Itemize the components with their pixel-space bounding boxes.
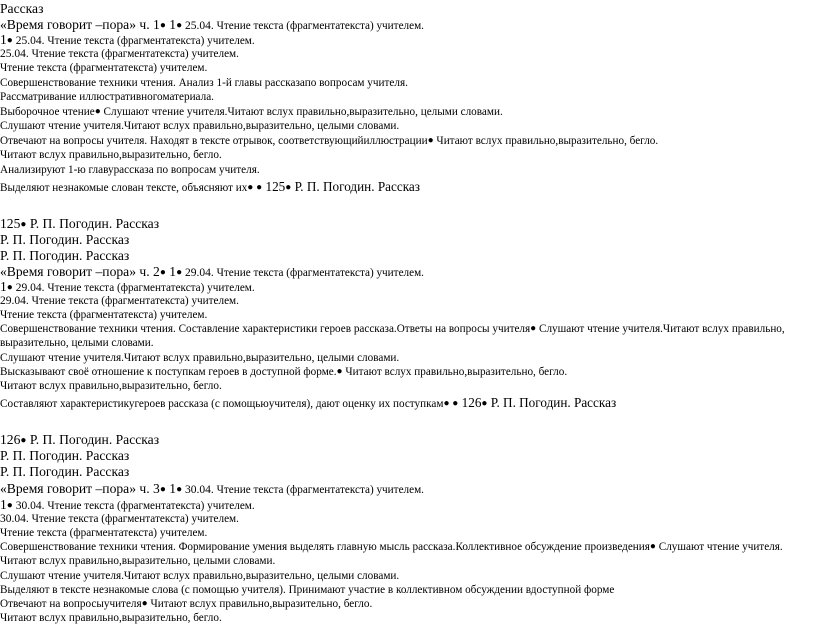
text-fragment: Слушают чтение учителя. [655,541,783,553]
bullet-icon: ● [20,219,27,230]
text-line: Слушают чтение учителя.Читают вслух правильно,выразительно, целыми словами. [0,570,400,582]
text-fragment: 1 [165,481,177,496]
text-line: Слушают чтение учителя.Читают вслух правильно,выразительно, целыми словами. [0,120,400,132]
text-fragment: 29.04. [182,267,217,279]
bullet-icon: ● [141,598,148,609]
text-line [0,265,424,280]
text-fragment: Отвечают на вопросыучителя [0,598,142,610]
text-line: выразительно, целыми словами. [0,337,154,349]
text-fragment: Выделяют незнакомые слован тексте, объясняют их [0,182,248,194]
bullet-icon: ● [94,106,101,117]
text-fragment: Чтение текста (фрагментатекста) учителем. [31,513,239,525]
text-line: Читают вслух правильно,выразительно, целыми словами. [0,555,276,567]
text-fragment: Читают вслух правильно,выразительно, бегло. [342,366,568,378]
text-fragment: Чтение текста (фрагментатекста) учителем. [47,282,255,294]
text-fragment: 30.04. [12,500,48,512]
text-fragment: 30.04. [182,484,217,496]
text-fragment: «Время говорит –пора» ч. 3 [0,481,160,496]
text-line [0,599,372,610]
text-fragment: Р. П. Погодин. Рассказ [291,179,420,194]
text-fragment: Совершенствование техники чтения. Формирование умения выделять главную мысль рассказа.Коллективное обсуждение произведения [0,541,650,553]
bullet-icon: ● [649,541,656,552]
text-fragment: 1 [0,32,7,47]
text-line: Читают вслух правильно,выразительно, бегло. [0,612,222,624]
text-line [0,107,503,118]
text-fragment: Чтение текста (фрагментатекста) учителем. [47,35,255,47]
text-line [0,498,255,513]
bullet-icon: ● [481,398,488,409]
text-line: Чтение текста (фрагментатекста) учителем. [0,309,208,321]
bullet-icon: ● [336,366,343,377]
text-fragment: 25.04. [0,48,32,60]
text-line: Р. П. Погодин. Рассказ [0,448,130,463]
text-line [0,217,159,231]
text-fragment: Р. П. Погодин. Рассказ [26,432,160,447]
bullet-icon: ● [6,35,13,46]
text-line: Выделяют в тексте незнакомые слова (с помощью учителя). Принимают участие в коллективном обсуждении вдоступной форме [0,584,615,596]
text-fragment: 125 [262,179,286,194]
text-line [0,482,424,497]
bullet-icon: ● [6,282,13,293]
text-line [0,514,239,526]
text-line: Слушают чтение учителя.Читают вслух правильно,выразительно, целыми словами. [0,352,400,364]
text-fragment: Чтение текста (фрагментатекста) учителем. [31,295,239,307]
text-line: Читают вслух правильно,выразительно, бегло. [0,149,222,161]
text-fragment: 126 [0,432,21,447]
text-line [0,49,239,61]
text-line [0,324,785,335]
bullet-icon: ● [256,182,263,193]
bullet-icon: ● [443,398,450,409]
text-fragment: Читают вслух правильно,выразительно, бегло. [433,135,659,147]
text-fragment: Читают вслух правильно,выразительно, бегло. [147,598,373,610]
bullet-icon: ● [159,20,166,31]
text-fragment: Слушают чтение учителя.Читают вслух правильно,выразительно, целыми словами. [100,106,503,118]
text-line [0,18,424,33]
text-line: Чтение текста (фрагментатекста) учителем. [0,527,208,539]
text-line [0,296,239,308]
text-line: Р. П. Погодин. Рассказ [0,464,130,479]
bullet-icon: ● [530,323,537,334]
text-line: Рассматривание иллюстративногоматериала. [0,91,214,103]
text-line [0,180,420,194]
bullet-icon: ● [159,484,166,495]
text-fragment: Чтение текста (фрагментатекста) учителем. [47,500,255,512]
bullet-icon: ● [452,398,459,409]
bullet-icon: ● [247,182,254,193]
text-fragment: 125 [0,216,21,231]
text-fragment: Высказывают своё отношение к поступкам героев в доступной форме. [0,366,337,378]
text-fragment: 1 [165,264,177,279]
bullet-icon: ● [176,267,183,278]
text-line [0,367,567,378]
text-fragment: 1 [165,17,177,32]
text-line: Р. П. Погодин. Рассказ [0,232,130,247]
text-fragment: 29.04. [12,282,48,294]
bullet-icon: ● [427,135,434,146]
text-fragment: Чтение текста (фрагментатекста) учителем. [216,267,424,279]
text-line [0,33,255,48]
text-fragment: Чтение текста (фрагментатекста) учителем. [31,48,239,60]
text-line: Рассказ [0,1,44,16]
text-line: Совершенствование техники чтения. Анализ 1-й главы рассказапо вопросам учителя. [0,77,408,89]
text-fragment: Совершенствование техники чтения. Составление характеристики героев рассказа.Ответы на вопросы учителя [0,323,531,335]
bullet-icon: ● [6,500,13,511]
text-fragment: Р. П. Погодин. Рассказ [487,395,617,410]
text-fragment: 126 [458,395,482,410]
text-line: Чтение текста (фрагментатекста) учителем. [0,62,208,74]
text-fragment: 29.04. [0,295,32,307]
text-line [0,136,658,147]
bullet-icon: ● [176,484,183,495]
text-fragment: 25.04. [182,20,217,32]
text-fragment: Чтение текста (фрагментатекста) учителем. [216,20,424,32]
text-fragment: Отвечают на вопросы учителя. Находят в тексте отрывок, соответствующийиллюстрации [0,135,428,147]
bullet-icon: ● [285,182,292,193]
text-line: Читают вслух правильно,выразительно, бегло. [0,380,222,392]
text-fragment: Выборочное чтение [0,106,95,118]
text-fragment: «Время говорит –пора» ч. 1 [0,17,160,32]
text-fragment: 1 [0,279,7,294]
text-line [0,433,159,447]
bullet-icon: ● [159,267,166,278]
bullet-icon: ● [20,435,27,446]
text-line [0,396,616,410]
text-fragment: Чтение текста (фрагментатекста) учителем. [216,484,424,496]
text-line [0,542,783,553]
text-fragment: Р. П. Погодин. Рассказ [26,216,160,231]
text-fragment: 1 [0,497,7,512]
text-line: Р. П. Погодин. Рассказ [0,248,130,263]
text-fragment: Составляют характеристикугероев рассказа (с помощьюучителя), дают оценку их поступкам [0,398,444,410]
text-fragment: 30.04. [0,513,32,525]
text-fragment: «Время говорит –пора» ч. 2 [0,264,160,279]
text-line: Анализируют 1-ю главурассказа по вопросам учителя. [0,164,260,176]
bullet-icon: ● [176,20,183,31]
text-line [0,280,255,295]
text-fragment: Слушают чтение учителя.Читают вслух правильно, [536,323,785,335]
text-fragment: 25.04. [12,35,48,47]
